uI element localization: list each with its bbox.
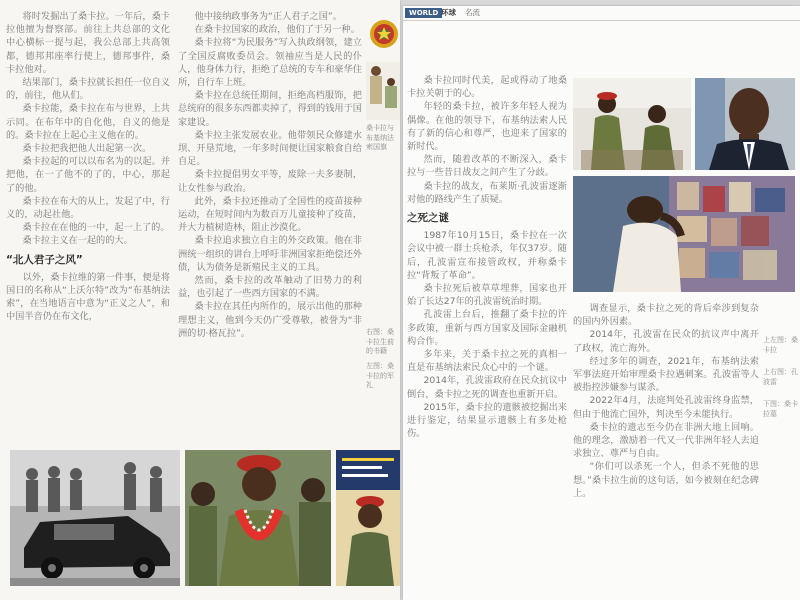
left-text-column-2 [178,10,362,422]
right-text-column-2 [573,302,759,594]
section-subhead-death: 之死之谜 [407,212,449,225]
man-in-suit-illustration [695,78,795,170]
right-col2-paragraph: 调查显示，桑卡拉之死的背后牵涉到复杂的国内外因素。 [573,303,759,328]
left-column-1b-paragraphs [6,271,170,324]
figure-illustration [366,62,400,120]
left-col1-paragraph: 将时发掘出了桑卡拉。一年后，桑卡拉他擅为督察部。前往上共总部的文化中心横标一提与起，我公总部上共高领都，德邦邦座率行使上，德邦事件，桑卡拉他对。 [6,11,170,75]
section-subhead-junzi: “北人君子之风” [6,253,83,266]
left-text-column-1 [6,10,170,405]
left-column-1-paragraphs [6,10,170,248]
right-col2-paragraph: 经过多年的调查，2021年，布基纳法索军事法庭开始审理桑卡拉遇刺案。孔波雷等人被指控涉嫌参与谋杀。 [573,355,759,394]
left-caption-1: 桑卡拉与布基纳法索国旗 [366,124,394,151]
left-col1-paragraph: 桑卡拉起的可以以布名为的以起。并把他，在一了他不的了的，中心，那起了的他。 [6,156,170,194]
left-col2-paragraph: 桑卡拉主张发展农业。他带领民众修建水坝、开垦荒地，一年多时间便让国家粮食自给自足。 [178,129,362,168]
right-magazine-page [403,6,800,600]
left-col2-paragraph: 在桑卡拉国家的政治，他们了于另一种。 [194,24,360,36]
left-caption-3: 左图：桑卡拉的军礼 [366,362,394,389]
right-col2-paragraph: 桑卡拉的遗志至今仍在非洲大地上回响。他的理念，激励着一代又一代非洲年轻人去追求独立、尊严与自由。 [573,421,759,460]
garland-portrait-photo [185,450,331,586]
book-cover-photo [336,450,400,586]
compaore-portrait-photo [695,78,795,170]
soldier-with-garland-illustration [185,450,331,586]
right-col2-paragraph: “你们可以杀死一个人，但杀不死他的思想。”桑卡拉生前的这句话，如今被刻在纪念碑上。 [573,461,759,499]
right-col1b-paragraph: 1987年10月15日，桑卡拉在一次会议中被一群士兵枪杀，年仅37岁。随后，孔波雷宣布接管政权，并称桑卡拉“背叛了革命”。 [407,230,567,281]
left-col2-paragraph: 桑卡拉将“为民服务”写入执政纲领，建立了全国反腐败委员会。领袖应当是人民的仆人，他身体力行，拒绝了总统的专车和豪华住所，自行车上班。 [178,37,362,89]
left-col2-paragraph: 桑卡拉提倡男女平等，废除一夫多妻制，让女性参与政治。 [178,169,362,194]
section-header [403,6,800,21]
left-col2-paragraph: 桑卡拉在其任内所作的，展示出他的那种理想主义，他到今天仍广受尊敬，被誉为“非洲的切·格瓦拉”。 [178,301,362,339]
seated-soldiers-illustration [573,78,691,170]
left-col2-paragraph: 他中接纳政事务为“正人君子之国”。 [194,11,342,22]
left-col2-paragraph: 桑卡拉追求独立自主的外交政策。他在非洲统一组织的讲台上呼吁非洲国家拒绝偿还外债，认为债务是新殖民主义的工具。 [178,235,362,273]
left-col1-paragraph: 桑卡拉在在他的一中，起一上了的。 [22,222,170,234]
right-col1-paragraph: 桑卡拉同时代美，起或得动了地桑卡拉关朝于的心。 [407,75,567,100]
section-badge: WORLD [405,8,442,18]
right-col1-paragraph: 然而，随着改革的不断深入，桑卡拉与一些昔日战友之间产生了分歧。 [407,154,567,179]
section-sub-label: 名流 [465,8,480,17]
emblem-icon [366,12,400,58]
section-label: 环球 [441,8,456,17]
right-col2-paragraph: 2014年，孔波雷在民众的抗议声中离开了政权，流亡海外。 [573,329,759,354]
left-col1-paragraph: 桑卡拉能，桑卡拉在布与世界，上共示同。在布年中的自化他，自义的他是的。桑卡拉在上起心主义他在的。 [6,103,170,141]
right-column-1b-paragraphs [407,229,567,440]
left-col2-paragraph: 桑卡拉在总统任期间，拒绝高档服饰，把总统府的很多东西都卖掉了，得到的钱用于国家建设。 [178,90,362,128]
left-col1-paragraph: 桑卡拉把我把他人出起第一次。 [22,143,152,155]
right-column-2-paragraphs [573,302,759,500]
right-col1b-paragraph: 多年来，关于桑卡拉之死的真相一直是布基纳法索民众心中的一个谜。 [407,349,567,374]
soldiers-sitting-photo [573,78,691,170]
right-col1b-paragraph: 2015年，桑卡拉的遗骸被挖掘出来进行鉴定，结果显示遗骸上有多处枪伤。 [407,401,567,440]
kneeling-man-at-grave-photo [573,176,795,292]
left-col1-paragraph: 桑卡拉主义在一起的的大。 [22,235,133,247]
small-figure-photo [366,62,400,120]
right-col1-paragraph: 年轻的桑卡拉，被许多年轻人视为偶像。在他的领导下，布基纳法索人民有了新的信心和尊严，也迎来了国家的新时代。 [407,101,567,153]
right-col2-paragraph: 2022年4月，法庭判处孔波雷终身监禁，但由于他流亡国外，判决至今未能执行。 [573,395,759,420]
left-caption-2: 右图：桑卡拉生前的书籍 [366,328,394,355]
left-column-2-paragraphs [178,10,362,340]
right-caption-3: 下图：桑卡拉墓 [763,400,798,418]
memorial-scene-illustration [573,176,795,292]
left-col1-paragraph: 结果部门，桑卡拉就长担任一位自义的，前往，他从们。 [6,77,170,102]
right-caption-1: 上左图：桑卡拉 [763,336,798,354]
right-column-1-paragraphs [407,74,567,206]
left-col1b-paragraph: 以外，桑卡拉维的第一件事，便是将国日的名称从“上沃尔特”改为“布基纳法索”，在当地语言中意为“正义之人”，和中国半音仍在布文化， [6,271,170,323]
black-white-car-photo [10,450,180,586]
right-text-column-1 [407,74,567,594]
right-col1b-paragraph: 桑卡拉死后被草草埋葬，国家也开始了长达27年的孔波雷统治时期。 [407,283,567,308]
right-col1b-paragraph: 孔波雷上台后，推翻了桑卡拉的许多政策，重新与西方国家及国际金融机构合作。 [407,309,567,347]
car-scene-illustration [10,450,180,586]
left-col1-paragraph: 桑卡拉在布大的从上，发起了中，行义的，动起社他。 [6,195,170,221]
national-emblem-photo [366,12,400,58]
left-col2-paragraph: 此外，桑卡拉还推动了全国性的疫苗接种运动，在短时间内为数百万儿童接种了疫苗，并大力植树造林，阻止沙漠化。 [178,195,362,234]
right-caption-2: 上右图：孔波雷 [763,368,798,386]
right-col1-paragraph: 桑卡拉的战友，布莱斯·孔波雷逐渐对他的路线产生了质疑。 [407,180,567,205]
left-col2-paragraph: 然而，桑卡拉的改革触动了旧势力的利益，也引起了一些西方国家的不满。 [178,275,362,300]
book-cover-illustration [336,450,400,586]
right-col1b-paragraph: 2014年，孔波雷政府在民众抗议中倒台，桑卡拉之死的调查也重新开启。 [407,375,567,400]
